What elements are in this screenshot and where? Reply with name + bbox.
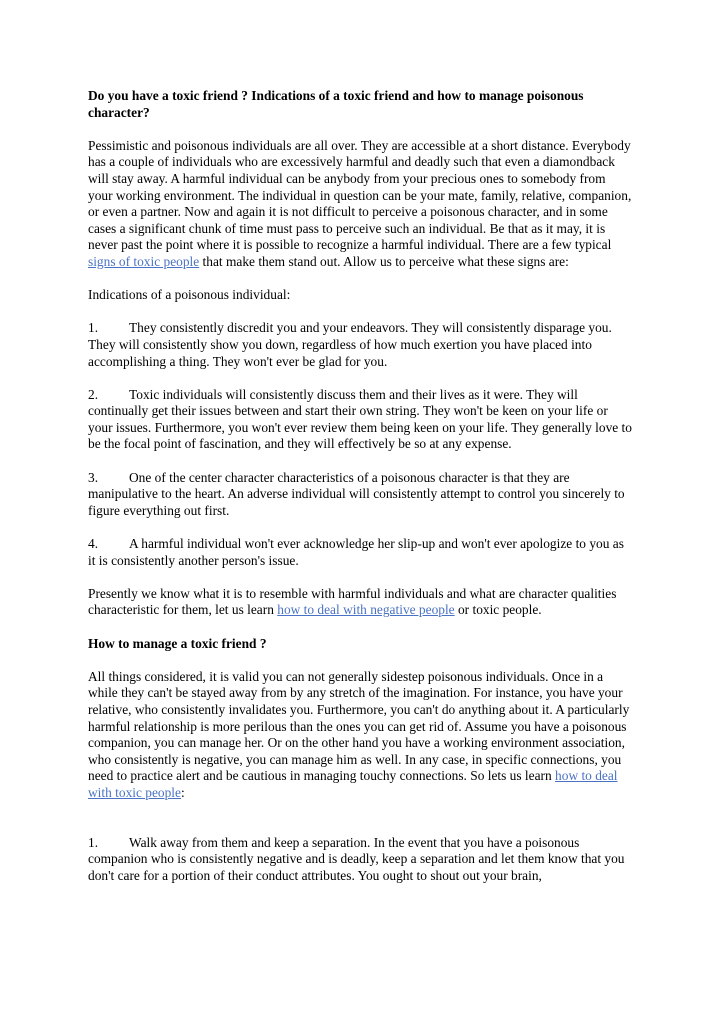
manage-text-after: : xyxy=(180,784,185,800)
signs-of-toxic-people-link[interactable]: signs of toxic people xyxy=(88,253,200,269)
presently-paragraph xyxy=(88,586,633,619)
intro-text-before: Pessimistic and poisonous individuals are all over. They are accessible at a short distance. Everybody has a couple of individuals who are excessively harmful and deadly such that even a diamondback will stay away. A harmful individual can be anybody from your precious ones to somebody from your working environment. The individual in question can be your mate, family, relative, companion, or even a partner. Now and again it is not difficult to perceive a poisonous character, and in some cases a significant chunk of time must pass to perceive such an individual. Be that as it may, it is never past the point where it is possible to recognize a harmful individual. There are a few typical xyxy=(88,137,632,253)
negative-people-link[interactable]: how to deal with negative people xyxy=(277,602,455,618)
manage-intro-paragraph xyxy=(88,669,633,802)
indication-item-4 xyxy=(88,536,633,569)
list-text: A harmful individual won't ever acknowledge her slip-up and won't ever apologize to you as it is consistently another person's issue. xyxy=(88,536,624,568)
list-number: 1. xyxy=(88,320,99,336)
indications-heading: Indications of a poisonous individual: xyxy=(88,287,291,303)
presently-text-after: or toxic people. xyxy=(454,602,542,618)
indication-item-3 xyxy=(88,470,633,520)
list-text: Walk away from them and keep a separation. In the event that you have a poisonous companion who is consistently negative and is deadly, keep a separation and let them know that you don't care for a portion of their conduct attributes. You ought to shout out your brain, xyxy=(88,834,625,883)
blank-line xyxy=(88,818,633,835)
list-number: 3. xyxy=(88,469,99,485)
list-number: 1. xyxy=(88,834,99,850)
presently-text-before: Presently we know what it is to resemble with harmful individuals and what are character qualities characteristic for them, let us learn xyxy=(88,585,617,618)
manage-heading: How to manage a toxic friend ? xyxy=(88,635,267,651)
document-title: Do you have a toxic friend ? Indications of a toxic friend and how to manage poisonous character? xyxy=(88,88,584,120)
intro-text-after: that make them stand out. Allow us to perceive what these signs are: xyxy=(199,253,569,269)
intro-paragraph xyxy=(88,138,633,271)
list-text: One of the center character characteristics of a poisonous character is that they are manipulative to the heart. An adverse individual will consistently attempt to control you sincerely to figure everything out first. xyxy=(88,469,625,518)
step-item-1 xyxy=(88,835,633,885)
list-text: Toxic individuals will consistently discuss them and their lives as it were. They will continually get their issues between and start their own string. They won't be keen on your life or your issues. Furthermore, you won't ever review them being keen on your life. They generally love to be the focal point of fascination, and they will effectively be so at any expense. xyxy=(88,386,632,452)
list-number: 2. xyxy=(88,386,99,402)
document-body xyxy=(88,88,633,901)
indication-item-1 xyxy=(88,320,633,370)
toxic-people-link[interactable]: how to deal with toxic people xyxy=(88,768,618,800)
list-number: 4. xyxy=(88,536,99,552)
indication-item-2 xyxy=(88,387,633,453)
manage-text-before: All things considered, it is valid you can not generally sidestep poisonous individuals. Once in a while they can't be stayed away from by any stretch of the imagination. For instance, you have your relative, who consistently invalidates you. Furthermore, you can't do anything about it. A particularly harmful relationship is more perilous than the ones you can get rid of. Assume you have a poisonous companion, you can manage her. Or on the other hand you have a working environment association, who consistently is negative, you can manage him as well. In any case, in specific connections, you need to practice alert and be cautious in managing touchy connections. So lets us learn xyxy=(88,668,630,784)
list-text: They consistently discredit you and your endeavors. They will consistently disparage you. They will consistently show you down, regardless of how much exertion you have placed into accomplishing a thing. They won't ever be glad for you. xyxy=(88,320,612,369)
